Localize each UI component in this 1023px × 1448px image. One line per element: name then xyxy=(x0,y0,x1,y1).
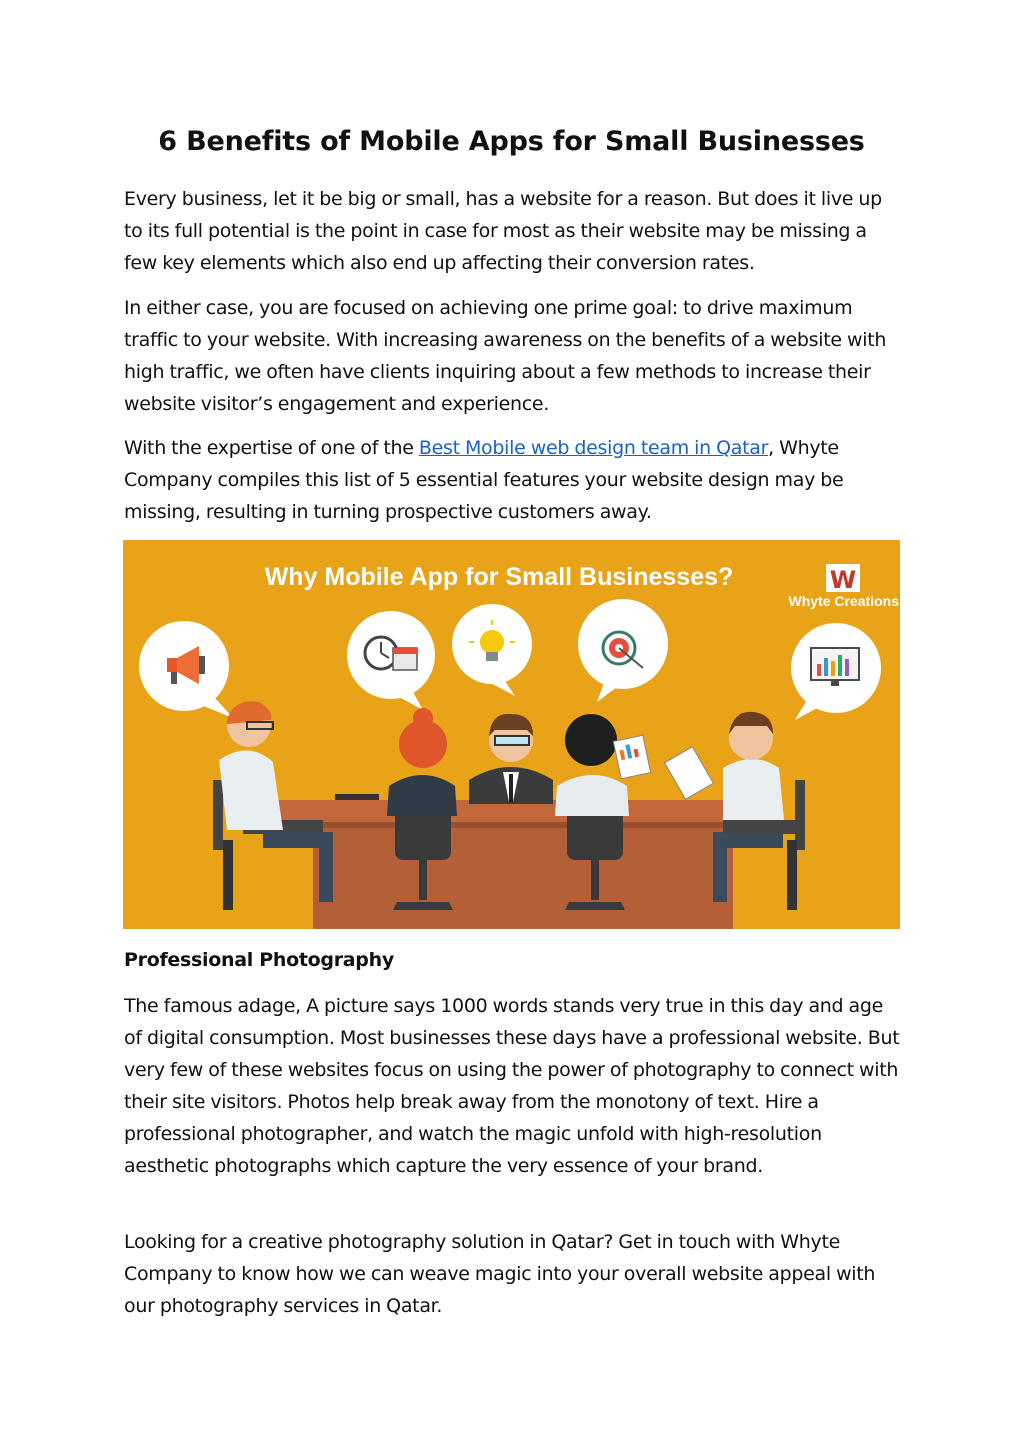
intro-paragraph-3-lead: With the expertise of one of the xyxy=(124,437,419,459)
intro-paragraph-1: Every business, let it be big or small, has a website for a reason. But does it live up to its full potential is the point in case for most as their website may be missing a few key elements which also end up affecting their conversion rates. xyxy=(124,188,882,274)
intro-paragraph-3 xyxy=(124,432,904,528)
section-heading: Professional Photography xyxy=(124,949,394,971)
article-title: 6 Benefits of Mobile Apps for Small Businesses xyxy=(158,126,865,157)
design-team-link[interactable]: Best Mobile web design team in Qatar xyxy=(418,437,769,459)
banner-headline: Why Mobile App for Small Businesses? xyxy=(264,563,734,591)
intro-paragraph-2: In either case, you are focused on achieving one prime goal: to drive maximum traffic to your website. With increasing awareness on the benefits of a website with high traffic, we often have clients inquiring about a few methods to increase their website visitor’s engagement and experience. xyxy=(124,297,887,415)
logo-brand: Whyte Creations xyxy=(788,593,899,609)
section-paragraph-1: The famous adage, A picture says 1000 words stands very true in this day and age of digital consumption. Most businesses these days have a professional website. But very few of these websites focus on using the power of photography to connect with their site visitors. Photos help break away from the monotony of text. Hire a professional photographer, and watch the magic unfold with high-resolution aesthetic photographs which capture the very essence of your brand. xyxy=(124,995,900,1177)
intro-paragraph-3-tail: , Whyte Company compiles this list of 5 essential features your website design may be missing, resulting in turning prospective customers away. xyxy=(124,437,844,523)
section-paragraph-2: Looking for a creative photography solution in Qatar? Get in touch with Whyte Company to know how we can weave magic into your overall website appeal with our photography services in Qatar. xyxy=(124,1231,876,1317)
logo-mark: W xyxy=(829,566,857,594)
banner-illustration xyxy=(123,540,900,929)
